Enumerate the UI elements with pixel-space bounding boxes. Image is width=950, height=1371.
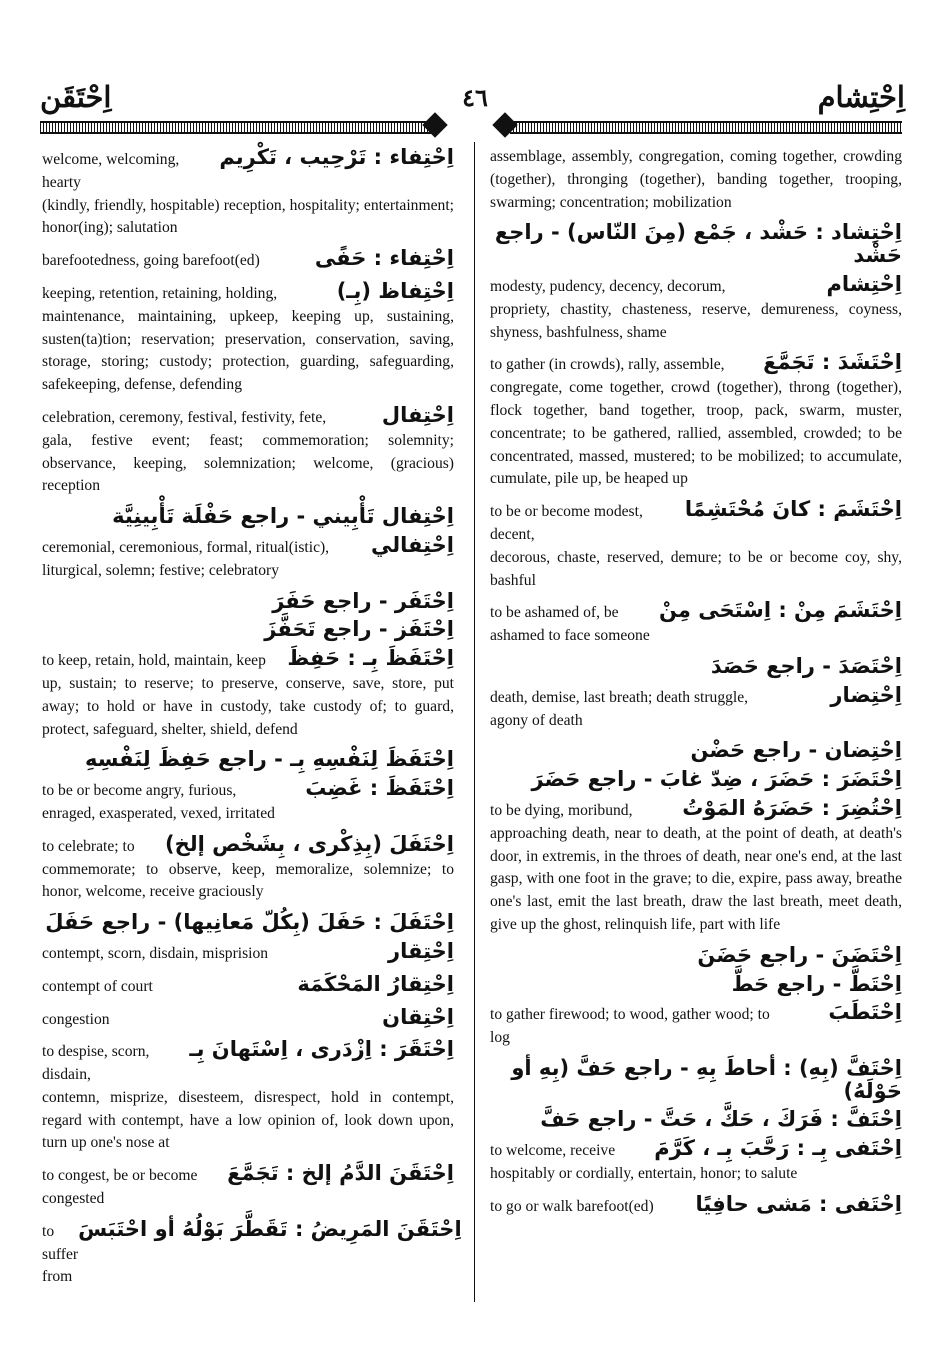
entry-headword: اِحْتَطَبَ: [828, 1000, 902, 1025]
entry-definition-continued: agony of death: [490, 711, 583, 729]
entry-definition-start: to congest, be or become: [42, 1167, 198, 1185]
entry-headword: اِحْتُضِرَ : حَضَرَهُ المَوْتُ: [682, 795, 902, 820]
entry-headword: اِحْتَشَدَ : تَجَمَّعَ: [763, 350, 902, 375]
dictionary-entry: [490, 273, 902, 344]
entry-headword: اِحْتَفَلَ (بِذِكْرى ، بِشَخْص إلخ): [165, 831, 454, 856]
entry-first-line: [42, 1162, 454, 1188]
entry-first-line: [490, 351, 902, 377]
dictionary-entry: [42, 146, 454, 240]
entry-headword: اِحْتِقار: [388, 938, 454, 963]
entry-first-line: [42, 647, 454, 673]
cross-reference: اِحْتِضان - راجع حَضْن: [690, 738, 902, 763]
entry-definition-start: to suffer from: [42, 1222, 79, 1286]
dictionary-entry: [42, 1038, 454, 1155]
cross-reference: اِحْتَطَّ - راجع حَطَّ: [731, 971, 902, 996]
entry-first-line: [42, 1038, 454, 1087]
column-divider: [474, 142, 475, 1302]
dictionary-entry: [42, 1162, 454, 1211]
entry-definition-start: contempt of court: [42, 977, 153, 995]
dictionary-entry: [42, 404, 454, 498]
guide-word-right: اِحْتِشام: [817, 82, 905, 114]
entry-definition-start: to welcome, receive: [490, 1142, 616, 1160]
entry-definition-start: keeping, retention, retaining, holding,: [42, 284, 278, 302]
dictionary-entry: [42, 647, 454, 741]
entry-headword: اِحْتِقارُ المَحْكَمَة: [297, 971, 454, 996]
entry-first-line: [42, 280, 454, 306]
dictionary-entry: [42, 280, 454, 397]
entry-headword: اِحْتَفَظَ : غَضِبَ: [305, 776, 454, 801]
entry-definition-continued: (kindly, friendly, hospitable) reception, hospitality; entertainment; honor(ing); salutation: [42, 196, 454, 237]
entry-first-line: [42, 777, 454, 803]
dictionary-entry: [490, 797, 902, 937]
cross-reference: اِحْتَضَرَ : حَضَرَ ، ضِدّ غابَ - راجع حَضَرَ: [531, 767, 902, 792]
cross-reference: اِحْتَفَّ : فَرَكَ ، حَكَّ ، حَتَّ - راجع حَفَّ: [540, 1107, 902, 1132]
entry-definition-start: to celebrate; to: [42, 837, 135, 855]
entry-headword: اِحْتِضار: [830, 682, 902, 707]
entry-definition-start: to be or become modest, decent,: [490, 503, 643, 543]
left-column: [42, 145, 462, 1296]
cross-reference: اِحْتَصَدَ - راجع حَصَدَ: [710, 653, 902, 678]
entry-first-line: [42, 940, 454, 966]
entry-first-line: [490, 273, 902, 299]
entry-definition-start: to gather firewood; to wood, gather wood; to: [490, 1006, 770, 1024]
dictionary-entry: [490, 146, 902, 214]
entry-definition-continued: ashamed to face someone: [490, 627, 650, 645]
entry-headword: اِحْتِشام: [826, 271, 902, 296]
entry-definition-continued: up, sustain; to reserve; to preserve, conserve, save, store, put away; to hold or have in custody, take custody of; to guard, protect, safeguard, shelter, shield, defend: [42, 674, 454, 738]
entry-headword: اِحْتَفى بِـ : رَحَّبَ بِـ ، كَرَّمَ: [654, 1136, 902, 1161]
entry-definition-start: ceremonial, ceremonious, formal, ritual(istic),: [42, 538, 330, 556]
entry-definition-start: congestion: [42, 1010, 110, 1028]
entry-headword: اِحْتَشَمَ : كانَ مُحْتَشِمًا: [684, 497, 902, 522]
entry-definition-continued: congested: [42, 1190, 105, 1208]
dictionary-entry: [42, 1006, 454, 1032]
cross-reference: اِحْتَفَر - راجع حَفَرَ: [272, 588, 454, 613]
entry-definition-start: welcome, welcoming, hearty: [42, 151, 180, 191]
entry-first-line: [42, 973, 454, 999]
entry-first-line: [490, 797, 902, 823]
entry-first-line: [42, 404, 454, 430]
entry-headword: اِحْتَقَنَ الدَّمُ إلخ : تَجَمَّعَ: [227, 1161, 454, 1186]
entry-definition-continued: congregate, come together, crowd (together), throng (together), flock together, band together, troop, pack, swarm, muster, concentrate; to be gathered, rallied, assembled, crowded; to be concentrated, massed, mustered; to be mobilized; to accumulate, cumulate, pile up, be heaped up: [490, 379, 902, 488]
cross-reference: اِحْتِفال تَأْبِيني - راجع حَفْلَة تَأْبِينِيَّة: [112, 504, 454, 529]
entry-headword: اِحْتِفاظ (بِـ): [336, 278, 454, 303]
entry-definition-start: death, demise, last breath; death struggle,: [490, 688, 749, 706]
dictionary-entry: [490, 1137, 902, 1186]
dictionary-entry: [42, 534, 454, 583]
entry-first-line: [42, 833, 454, 859]
header-rule-left: [40, 121, 432, 134]
cross-reference: اِحْتَفَظَ لِنَفْسِهِ بِـ - راجع حَفِظَ لِنَفْسِهِ: [84, 747, 454, 772]
entry-definition-start: to keep, retain, hold, maintain, keep: [42, 652, 266, 670]
cross-reference: اِحْتَفَلَ : حَفَلَ (بِكُلّ مَعانِيها) - راجع حَفَلَ: [45, 910, 454, 935]
cross-reference: اِحْتَفَز - راجع تَحَفَّزَ: [264, 617, 454, 642]
entry-headword: اِحْتِفالي: [370, 532, 454, 557]
entry-definition-continued: commemorate; to observe, keep, memoralize, solemnize; to honor, welcome, receive graciously: [42, 860, 454, 901]
page-number: ٤٦: [462, 86, 488, 112]
dictionary-entry: [42, 777, 454, 826]
entry-first-line: [490, 1137, 902, 1163]
entry-first-line: [42, 534, 454, 560]
entry-definition-continued: log: [490, 1029, 510, 1047]
entry-definition-continued: enraged, exasperated, vexed, irritated: [42, 804, 275, 822]
entry-headword: اِحْتِفاء : حَفًى: [314, 246, 454, 271]
dictionary-entry: [490, 1001, 902, 1050]
entry-definition-continued: hospitably or cordially, entertain, honor; to salute: [490, 1165, 798, 1183]
entry-headword: اِحْتَقَنَ المَرِيضُ : تَقَطَّرَ بَوْلُهُ أو احْتَبَسَ: [78, 1216, 462, 1241]
entry-definition-continued: decorous, chaste, reserved, demure; to be or become coy, shy, bashful: [490, 548, 902, 589]
entry-first-line: [490, 1193, 902, 1219]
entry-first-line: [490, 599, 902, 625]
dictionary-entry: [490, 1193, 902, 1219]
entry-definition-start: to be dying, moribund,: [490, 801, 633, 819]
entry-definition-start: to be or become angry, furious,: [42, 782, 237, 800]
dictionary-entry: [490, 684, 902, 733]
entry-headword: اِحْتَشَمَ مِنْ : اِسْتَحَى مِنْ: [659, 598, 902, 623]
entry-first-line: [42, 1216, 462, 1289]
cross-reference: اِحْتِشاد : حَشْد ، جَمْع (مِنَ النّاس) - راجع حَشْد: [494, 220, 902, 268]
guide-word-left: اِحْتَقَن: [40, 82, 112, 114]
entry-headword: اِحْتِفال: [381, 402, 454, 427]
entry-definition-start: modesty, pudency, decency, decorum,: [490, 277, 726, 295]
entry-definition-continued: maintenance, maintaining, upkeep, keeping up, sustaining, susten(ta)tion; reservation; preservation, conservation, saving, storage, storing; custody; protection, guarding, safeguarding, safekeeping, defense, defending: [42, 307, 454, 394]
entry-first-line: [42, 1006, 454, 1032]
entry-definition-continued: assemblage, assembly, congregation, coming together, crowding (together), thronging (together), banding together, trooping, swarming; concentration; mobilization: [490, 148, 902, 211]
entry-definition-start: celebration, ceremony, festival, festivity, fete,: [42, 408, 327, 426]
entry-definition-start: contempt, scorn, disdain, misprision: [42, 944, 269, 962]
cross-reference: اِحْتَضَنَ - راجع حَضَنَ: [697, 942, 902, 967]
entry-definition-start: barefootedness, going barefoot(ed): [42, 252, 260, 270]
entry-definition-continued: gala, festive event; feast; commemoration; solemnity; observance, keeping, solemnization; welcome, (gracious) reception: [42, 431, 454, 495]
dictionary-entry: [42, 1216, 462, 1289]
dictionary-entry: [42, 940, 454, 966]
entry-headword: اِحْتِفاء : تَرْحِيب ، تَكْرِيم: [219, 145, 454, 169]
entry-definition-start: to despise, scorn, disdain,: [42, 1043, 150, 1084]
entry-definition-continued: approaching death, near to death, at the point of death, at death's door, in extremis, in the throes of death, near one's end, at the last gasp, with one foot in the grave; to die, expire, pass away, breathe one's last, emit the last breath, draw the last breath, meet death, give up the ghost, relinquish life, part with life: [490, 824, 902, 933]
entry-definition-start: to go or walk barefoot(ed): [490, 1197, 654, 1215]
right-column: [490, 146, 902, 1226]
entry-definition-continued: contemn, misprize, disesteem, disrespect, hold in contempt, regard with contempt, have a low opinion of, look down upon, turn up one's nose at: [42, 1088, 454, 1152]
entry-headword: اِحْتَفى : مَشى حافِيًا: [695, 1191, 902, 1216]
header-rule-right: [510, 121, 902, 134]
entry-first-line: [490, 684, 902, 710]
dictionary-entry: [42, 247, 454, 273]
entry-first-line: [42, 247, 454, 273]
dictionary-entry: [42, 973, 454, 999]
cross-reference: اِحْتَفَّ (بِهِ) : أحاطَ بِهِ - راجع حَفَّ (بِهِ أو حَوْلَهُ): [511, 1055, 902, 1103]
dictionary-entry: [490, 351, 902, 491]
dictionary-entry: [490, 599, 902, 648]
entry-headword: اِحْتَقَرَ : اِزْدَرى ، اِسْتَهانَ بِـ: [189, 1037, 454, 1062]
entry-first-line: [42, 146, 454, 195]
dictionary-entry: [42, 833, 454, 904]
entry-definition-start: to gather (in crowds), rally, assemble,: [490, 356, 725, 374]
entry-definition-start: to be ashamed of, be: [490, 604, 619, 622]
entry-first-line: [490, 1001, 902, 1027]
entry-definition-continued: liturgical, solemn; festive; celebratory: [42, 561, 280, 579]
entry-definition-continued: propriety, chastity, chasteness, reserve, demureness, coyness, shyness, bashfulness, shame: [490, 300, 902, 341]
dictionary-entry: [490, 498, 902, 592]
entry-headword: اِحْتِقان: [382, 1004, 454, 1029]
entry-headword: اِحْتَفَظَ بِـ : حَفِظَ: [287, 646, 454, 671]
entry-first-line: [490, 498, 902, 547]
